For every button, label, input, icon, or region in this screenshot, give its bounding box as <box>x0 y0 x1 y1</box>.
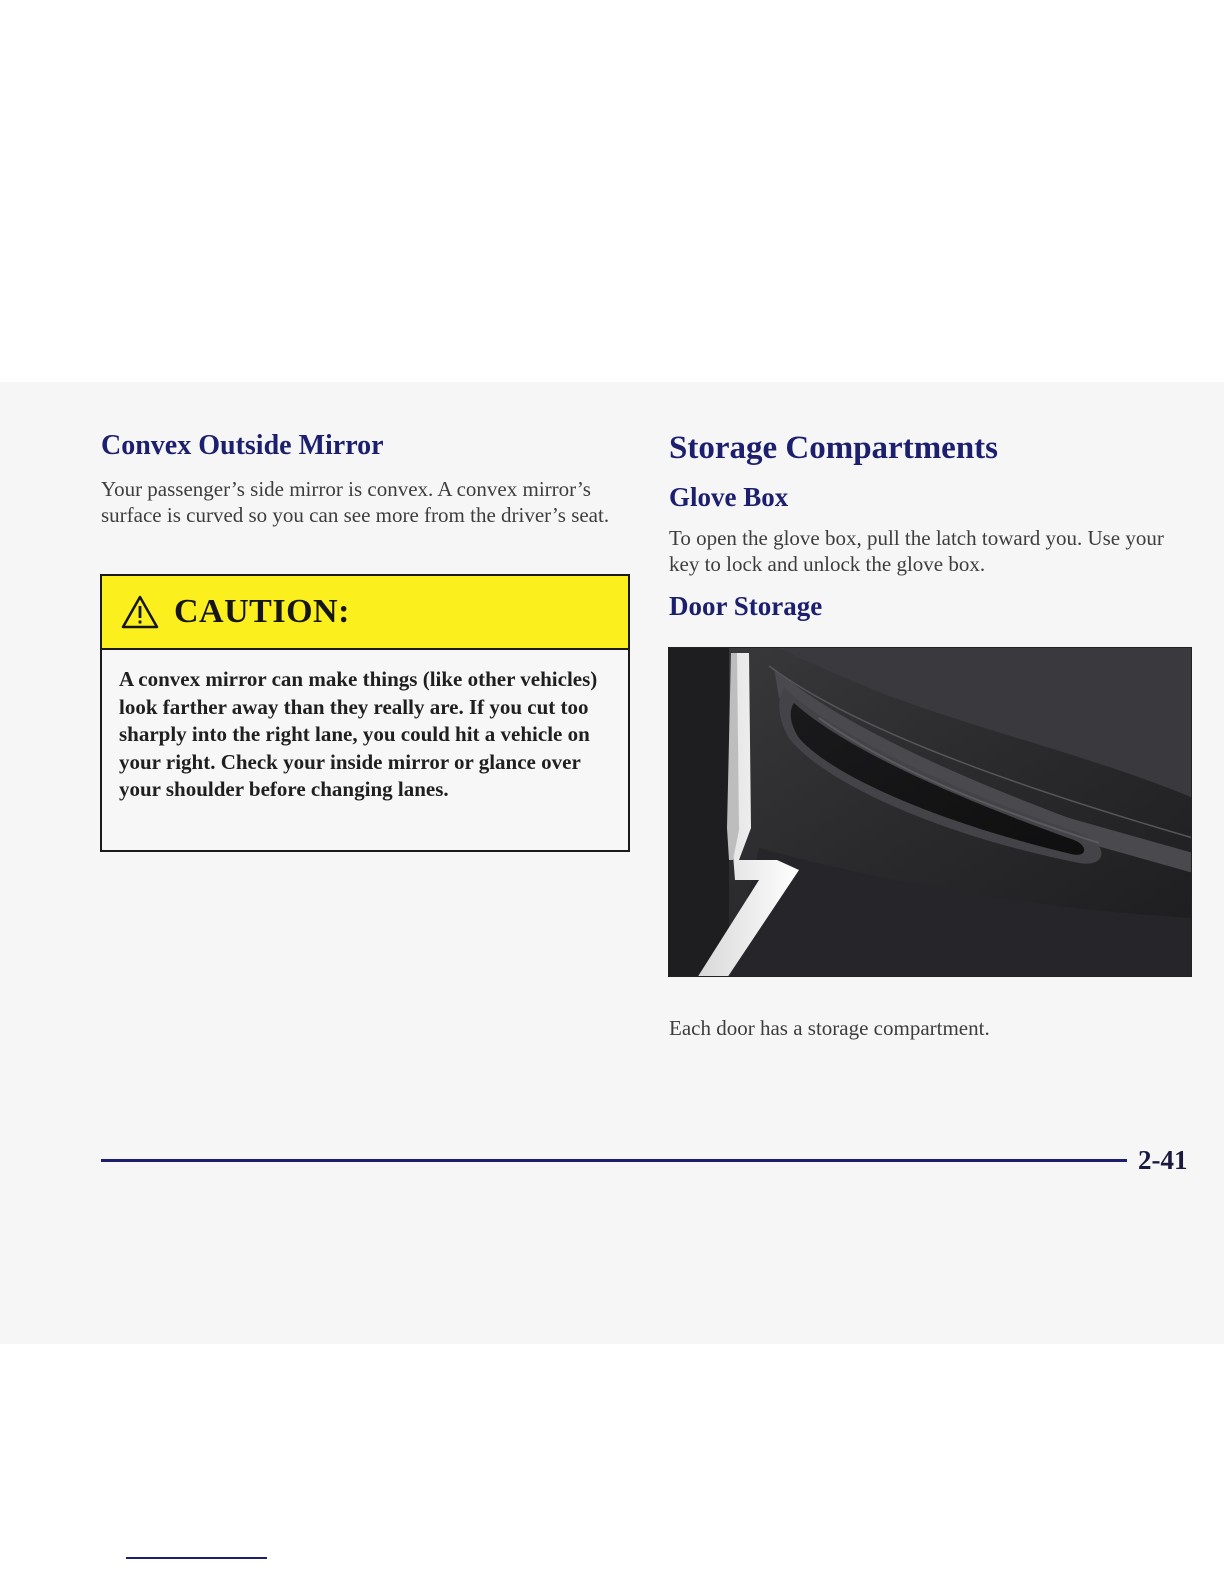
footer-underline <box>126 1557 267 1559</box>
door-storage-heading: Door Storage <box>669 591 823 621</box>
caution-title: CAUTION: <box>174 593 350 630</box>
footer-rule <box>101 1159 1127 1162</box>
door-storage-photo <box>668 647 1192 977</box>
glove-box-paragraph: To open the glove box, pull the latch toward you. Use your key to lock and unlock the glove box. <box>669 526 1164 576</box>
convex-mirror-paragraph: Your passenger’s side mirror is convex. A convex mirror’s surface is curved so you can see more from the driver’s seat. <box>101 477 610 527</box>
glove-box-heading: Glove Box <box>669 482 789 512</box>
page-number: 2-41 <box>1138 1145 1188 1175</box>
warning-triangle-icon <box>120 594 160 630</box>
door-storage-caption: Each door has a storage compartment. <box>669 1016 990 1040</box>
storage-compartments-heading: Storage Compartments <box>669 430 999 466</box>
caution-box <box>100 574 630 852</box>
convex-mirror-heading: Convex Outside Mirror <box>101 430 384 461</box>
caution-text: A convex mirror can make things (like other vehicles) look farther away than they really are. If you cut too sharply into the right lane, you could hit a vehicle on your right. Check your inside mirror or glance over your shoulder before changing lanes. <box>119 667 598 801</box>
caution-header <box>102 576 628 650</box>
